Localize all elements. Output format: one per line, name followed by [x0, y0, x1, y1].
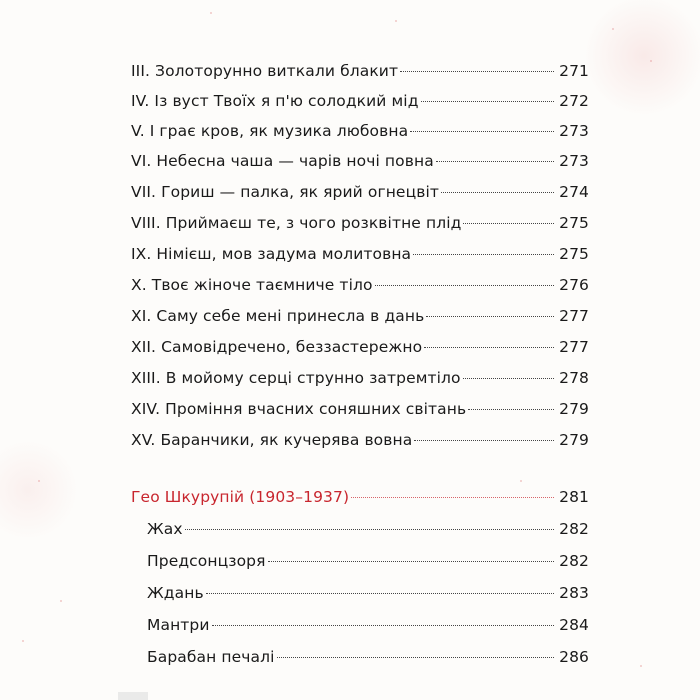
entry-page-number: 279 [559, 400, 589, 418]
entry-title: Твоє жіноче таємниче тіло [151, 276, 373, 294]
entry-title: В мойому серці струнно затремтіло [165, 369, 461, 387]
entry-number: XIV. [131, 400, 161, 418]
subentry-title: Жах [147, 520, 183, 538]
dot-leader [436, 161, 554, 162]
entry-title: Проміння вчасних соняшних світань [165, 400, 467, 418]
entry-title: Золоторунно виткали блакит [155, 62, 399, 80]
toc-entry[interactable] [131, 400, 589, 430]
print-speck [395, 20, 397, 22]
toc-entry[interactable] [131, 183, 589, 213]
toc-section-author[interactable] [131, 488, 589, 518]
entry-page-number: 273 [559, 122, 589, 140]
entry-title: Баранчики, як кучерява вовна [160, 431, 413, 449]
dot-leader [212, 625, 554, 626]
toc-entry[interactable] [131, 62, 589, 92]
toc-entry[interactable] [131, 152, 589, 182]
subentry-page-number: 282 [559, 552, 589, 570]
dot-leader [268, 561, 554, 562]
toc-subentry[interactable] [131, 616, 589, 646]
entry-number: IV. [131, 92, 150, 110]
dot-leader [424, 347, 554, 348]
dot-leader [351, 497, 554, 498]
entry-number: XI. [131, 307, 152, 325]
entry-number: VII. [131, 183, 157, 201]
section-title: Гео Шкурупій (1903–1937) [131, 488, 350, 506]
entry-title: Приймаєш те, з чого розквітне плід [165, 214, 462, 232]
entry-page-number: 275 [559, 245, 589, 263]
entry-number: XII. [131, 338, 157, 356]
dot-leader [468, 409, 554, 410]
toc-entry[interactable] [131, 307, 589, 337]
entry-page-number: 277 [559, 338, 589, 356]
entry-page-number: 275 [559, 214, 589, 232]
entry-title: Небесна чаша — чарів ночі повна [156, 152, 434, 170]
subentry-page-number: 283 [559, 584, 589, 602]
toc-subentry[interactable] [131, 520, 589, 550]
entry-title: Німієш, мов задума молитовна [156, 245, 412, 263]
entry-page-number: 276 [559, 276, 589, 294]
toc-entry[interactable] [131, 245, 589, 275]
entry-page-number: 279 [559, 431, 589, 449]
toc-subentry[interactable] [131, 552, 589, 582]
subentry-title: Ждань [147, 584, 204, 602]
entry-number: XV. [131, 431, 156, 449]
entry-number: VI. [131, 152, 152, 170]
entry-title: Саму себе мені принесла в дань [156, 307, 425, 325]
entry-title: Із вуст Твоїх я п'ю солодкий мід [154, 92, 419, 110]
print-speck [60, 600, 62, 602]
entry-page-number: 271 [559, 62, 589, 80]
entry-page-number: 278 [559, 369, 589, 387]
entry-page-number: 277 [559, 307, 589, 325]
dot-leader [413, 254, 554, 255]
entry-page-number: 273 [559, 152, 589, 170]
entry-number: IX. [131, 245, 152, 263]
entry-number: X. [131, 276, 147, 294]
subentry-page-number: 282 [559, 520, 589, 538]
dot-leader [463, 223, 554, 224]
subentry-page-number: 284 [559, 616, 589, 634]
toc-subentry[interactable] [131, 648, 589, 678]
entry-page-number: 272 [559, 92, 589, 110]
entry-number: VIII. [131, 214, 161, 232]
toc-entry[interactable] [131, 214, 589, 244]
print-speck [612, 28, 614, 30]
dot-leader [410, 131, 554, 132]
toc-subentry[interactable] [131, 584, 589, 614]
print-speck [640, 665, 642, 667]
print-speck [210, 12, 212, 14]
toc-entry[interactable] [131, 338, 589, 368]
entry-page-number: 274 [559, 183, 589, 201]
entry-title: І грає кров, як музика любовна [149, 122, 409, 140]
entry-number: III. [131, 62, 151, 80]
dot-leader [463, 378, 554, 379]
dot-leader [206, 593, 554, 594]
toc-entry[interactable] [131, 369, 589, 399]
subentry-page-number: 286 [559, 648, 589, 666]
dot-leader [375, 285, 554, 286]
print-speck [520, 480, 522, 482]
entry-number: V. [131, 122, 145, 140]
print-speck [38, 480, 40, 482]
dot-leader [426, 316, 554, 317]
subentry-title: Мантри [147, 616, 210, 634]
toc-entry[interactable] [131, 92, 589, 122]
toc-entry[interactable] [131, 431, 589, 461]
print-speck [22, 640, 24, 642]
subentry-title: Предсонцзоря [147, 552, 266, 570]
dot-leader [400, 71, 554, 72]
dot-leader [421, 101, 554, 102]
entry-title: Самовідречено, беззастережно [161, 338, 423, 356]
toc-entry[interactable] [131, 122, 589, 152]
dot-leader [185, 529, 554, 530]
dot-leader [277, 657, 554, 658]
toc-entry[interactable] [131, 276, 589, 306]
entry-number: XIII. [131, 369, 161, 387]
subentry-title: Барабан печалі [147, 648, 275, 666]
cropped-folio [118, 692, 148, 700]
entry-title: Гориш — палка, як ярий огнецвіт [161, 183, 439, 201]
dot-leader [441, 192, 554, 193]
print-speck [650, 60, 652, 62]
dot-leader [414, 440, 554, 441]
section-page-number: 281 [559, 488, 589, 506]
